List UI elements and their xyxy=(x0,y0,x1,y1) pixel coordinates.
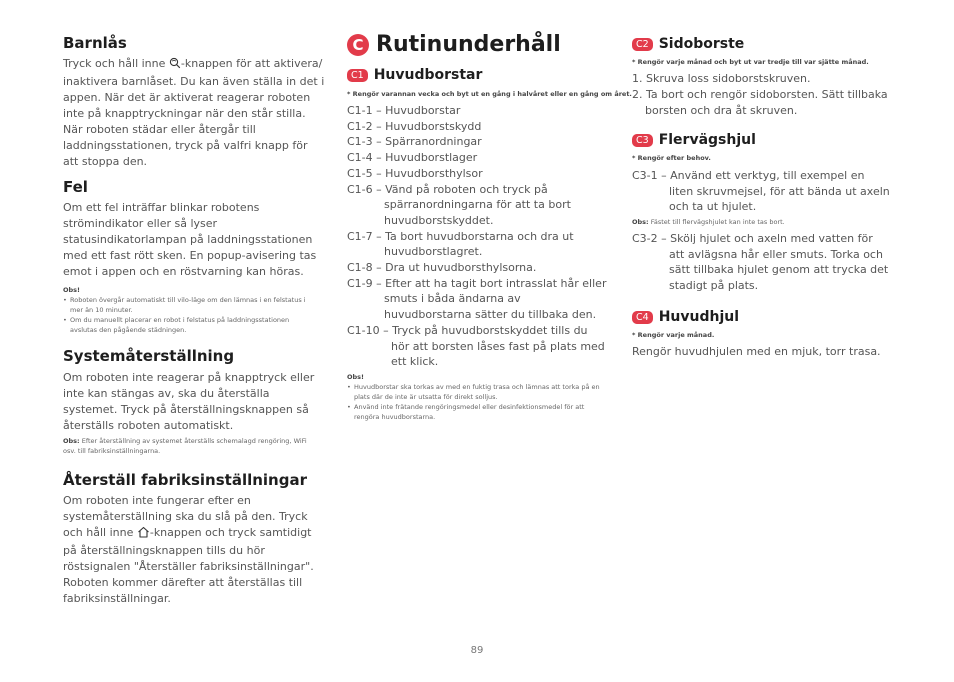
step-item: 2. Ta bort och rengör sidoborsten. Sätt tillbaka borsten och dra åt skruven. xyxy=(632,88,888,117)
step-key: C1-6 – xyxy=(347,182,386,196)
step-key: C1-7 – xyxy=(347,229,386,243)
fabrik-heading: Återställ fabriksinställningar xyxy=(63,471,307,489)
step-text: Använd ett verktyg, till exempel en liten skruvmejsel, för att bända ut axeln och ta ut hjulet. xyxy=(669,169,890,214)
c3-badge: C3 xyxy=(632,134,653,147)
step-text: Tryck på huvudborstskyddet tills du hör att borsten låses fast på plats med ett klick. xyxy=(391,323,605,369)
step-text: Dra ut huvudborsthylsorna. xyxy=(385,261,537,275)
fel-note xyxy=(63,285,313,335)
fabrik-text xyxy=(63,493,325,607)
c2-heading: Sidoborste xyxy=(658,36,745,52)
c3-note-label: Obs: xyxy=(632,218,649,226)
c3-step1 xyxy=(632,168,890,215)
part-item: C1-3 – Spärranordningar xyxy=(347,135,482,149)
c1-note xyxy=(347,372,605,422)
step-key: C1-8 – xyxy=(347,261,386,275)
c2-heading-row xyxy=(632,36,744,52)
c1-note-label: Obs! xyxy=(347,373,365,381)
c3-note-text: Fästet till flervägshjulet kan inte tas bort. xyxy=(648,218,785,226)
system-note xyxy=(63,436,317,456)
system-text: Om roboten inte reagerar på knapptryck eller inte kan stängas av, ska du återställa systemet. Tryck på återställningsknappen så återställs roboten automatiskt. xyxy=(63,371,315,432)
section-title-row xyxy=(347,32,561,57)
step-item xyxy=(632,231,890,294)
barnlas-text-pre: Tryck och håll inne xyxy=(63,57,169,70)
fabrik-text-pre: Om roboten inte fungerar efter en systemåterställning ska du slå på den. Tryck och håll inne xyxy=(63,494,308,539)
step-text: Efter att ha tagit bort intrasslat hår eller smuts i båda ändarna av huvudborstarna sätter du tillbaka den. xyxy=(384,276,607,322)
child-lock-icon xyxy=(169,57,181,74)
c1-note-item: • Använd inte frätande rengöringsmedel eller desinfektionsmedel för att rengöra huvudborstarna. xyxy=(347,402,605,422)
fel-heading: Fel xyxy=(63,178,88,196)
step-key: C1-10 – xyxy=(347,323,393,337)
fel-note-item: • Roboten övergår automatiskt till vilo-läge om den lämnas i en felstatus i mer än 10 minuter. xyxy=(63,295,313,315)
c1-steps xyxy=(347,103,609,370)
barnlas-text-post: -knappen för att aktivera/ inaktivera barnlåset. Du kan även ställa in det i appen. När det är aktiverat reagerar roboten inte på knapptryckningar när den står stilla. När roboten städar eller återgår till laddningsstationen, tryck på valfri knapp för att stoppa den. xyxy=(63,57,325,168)
c4-frequency: * Rengör varje månad. xyxy=(632,331,715,339)
fel-note-item: • Om du manuellt placerar en robot i felstatus på laddningsstationen avslutas den pågående städningen. xyxy=(63,315,313,335)
step-text: Skölj hjulet och axeln med vatten för att avlägsna hår eller smuts. Torka och sätt tillbaka hjulet genom att trycka det stadigt på plats. xyxy=(669,232,889,293)
step-text: Ta bort huvudborstarna och dra ut huvudborstlagret. xyxy=(384,229,574,259)
barnlas-text xyxy=(63,56,325,170)
part-item: C1-1 – Huvudborstar xyxy=(347,104,461,117)
c1-frequency: * Rengör varannan vecka och byt ut en gång i halvåret eller en gång om året. xyxy=(347,90,632,98)
c4-text: Rengör huvudhjulen med en mjuk, torr trasa. xyxy=(632,345,881,358)
c2-badge: C2 xyxy=(632,38,653,51)
c4-heading: Huvudhjul xyxy=(658,309,740,325)
step-item xyxy=(347,323,609,370)
c3-heading-row xyxy=(632,132,756,148)
step-item: 1. Skruva loss sidoborstskruven. xyxy=(632,72,811,85)
c2-steps xyxy=(632,71,890,119)
c3-frequency: * Rengör efter behov. xyxy=(632,154,711,162)
section-c-badge: C xyxy=(347,34,369,56)
step-key: C3-1 – xyxy=(632,169,671,182)
step-item xyxy=(347,182,609,229)
fel-text: Om ett fel inträffar blinkar robotens strömindikator eller så lyser statusindikatorlampan på laddningsstationen med ett fast rött sken. En popup-avisering tas emot i appen och en röstvarning kan höras. xyxy=(63,201,317,278)
step-item xyxy=(347,260,609,276)
part-item: C1-5 – Huvudborsthylsor xyxy=(347,166,483,180)
fel-note-label: Obs! xyxy=(63,286,81,294)
c1-note-item: • Huvudborstar ska torkas av med en fuktig trasa och lämnas att torka på en plats där de inte är utsatta för direkt solljus. xyxy=(347,382,605,402)
home-icon xyxy=(137,526,150,543)
step-key: C1-9 – xyxy=(347,276,386,290)
system-note-label: Obs: xyxy=(63,437,80,445)
step-item xyxy=(347,276,609,323)
c1-heading: Huvudborstar xyxy=(373,67,483,83)
barnlas-heading: Barnlås xyxy=(63,34,127,52)
page-title: Rutinunderhåll xyxy=(376,32,561,57)
c3-step2 xyxy=(632,231,890,294)
system-heading: Systemåterställning xyxy=(63,347,235,365)
c4-heading-row xyxy=(632,309,739,325)
step-item xyxy=(347,229,609,260)
step-item xyxy=(632,168,890,215)
c1-heading-row xyxy=(347,67,482,83)
page-number: 89 xyxy=(470,645,484,656)
c3-note xyxy=(632,217,890,227)
c4-badge: C4 xyxy=(632,311,653,324)
step-text: Vänd på roboten och tryck på spärranordningarna för att ta bort huvudborstskyddet. xyxy=(384,182,571,227)
step-key: C3-2 – xyxy=(632,232,671,245)
c1-badge: C1 xyxy=(347,69,368,82)
c3-heading: Flervägshjul xyxy=(658,132,756,148)
c2-frequency: * Rengör varje månad och byt ut var tredje till var sjätte månad. xyxy=(632,58,869,66)
part-item: C1-4 – Huvudborstlager xyxy=(347,151,478,165)
system-note-text: Efter återställning av systemet återställs schemalagd rengöring, WiFi osv. till fabriksinställningarna. xyxy=(63,437,307,455)
part-item: C1-2 – Huvudborstskydd xyxy=(347,119,482,133)
fabrik-text-post: -knappen och tryck samtidigt på återställningsknappen tills du hör röstsignalen "Återställer fabriksinställningar". Roboten kommer därefter att återställas till fabriksinställningar. xyxy=(63,526,314,605)
